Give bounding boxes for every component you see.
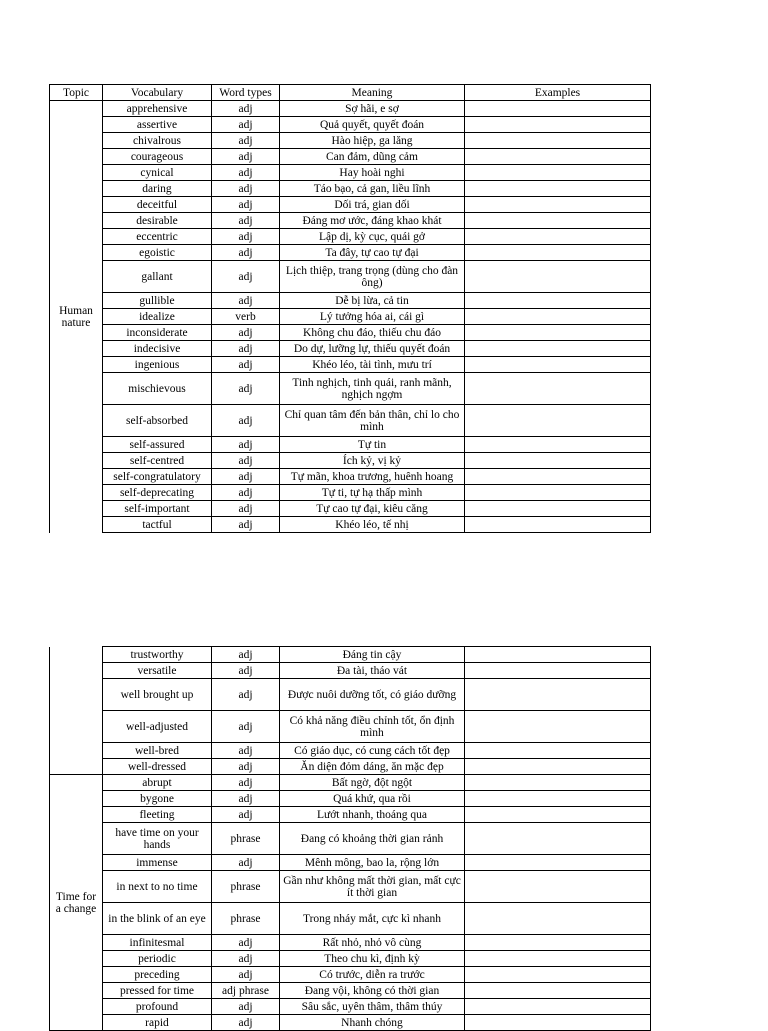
meaning-cell: Rất nhỏ, nhỏ vô cùng: [280, 935, 465, 951]
word-type-cell: adj: [212, 181, 280, 197]
meaning-cell: Gần như không mất thời gian, mất cực ít thời gian: [280, 871, 465, 903]
table-row: [50, 517, 651, 533]
meaning-cell: Sợ hãi, e sợ: [280, 101, 465, 117]
examples-cell: [465, 149, 651, 165]
vocabulary-cell: chivalrous: [103, 133, 212, 149]
table-row: [50, 405, 651, 437]
table-row: [50, 903, 651, 935]
word-type-cell: adj: [212, 967, 280, 983]
vocabulary-cell: periodic: [103, 951, 212, 967]
examples-cell: [465, 117, 651, 133]
word-type-cell: adj: [212, 501, 280, 517]
table-row: [50, 967, 651, 983]
word-type-cell: adj: [212, 325, 280, 341]
meaning-cell: Đáng tin cậy: [280, 647, 465, 663]
word-type-cell: adj: [212, 405, 280, 437]
examples-cell: [465, 663, 651, 679]
vocabulary-cell: self-congratulatory: [103, 469, 212, 485]
header-examples: Examples: [465, 85, 651, 101]
meaning-cell: Khéo léo, tế nhị: [280, 517, 465, 533]
table-row: [50, 357, 651, 373]
table-row: [50, 261, 651, 293]
table-row: [50, 871, 651, 903]
examples-cell: [465, 373, 651, 405]
meaning-cell: Có giáo dục, có cung cách tốt đẹp: [280, 743, 465, 759]
word-type-cell: adj: [212, 197, 280, 213]
vocabulary-cell: desirable: [103, 213, 212, 229]
vocabulary-cell: pressed for time: [103, 983, 212, 999]
word-type-cell: adj: [212, 149, 280, 165]
table-row: [50, 999, 651, 1015]
examples-cell: [465, 935, 651, 951]
word-type-cell: adj: [212, 855, 280, 871]
topic-cell-human-nature-continued: [50, 647, 103, 775]
vocabulary-cell: assertive: [103, 117, 212, 133]
vocabulary-cell: abrupt: [103, 775, 212, 791]
meaning-cell: Theo chu kì, định kỳ: [280, 951, 465, 967]
table-row: [50, 373, 651, 405]
vocabulary-cell: inconsiderate: [103, 325, 212, 341]
word-type-cell: adj: [212, 133, 280, 149]
meaning-cell: Ăn diện đỏm dáng, ăn mặc đẹp: [280, 759, 465, 775]
table-row: [50, 149, 651, 165]
meaning-cell: Hay hoài nghi: [280, 165, 465, 181]
meaning-cell: Không chu đáo, thiếu chu đáo: [280, 325, 465, 341]
meaning-cell: Dễ bị lừa, cả tin: [280, 293, 465, 309]
word-type-cell: adj: [212, 373, 280, 405]
vocabulary-cell: ingenious: [103, 357, 212, 373]
table-row: [50, 165, 651, 181]
table-row: [50, 197, 651, 213]
table-row: [50, 245, 651, 261]
examples-cell: [465, 485, 651, 501]
examples-cell: [465, 679, 651, 711]
examples-cell: [465, 197, 651, 213]
word-type-cell: phrase: [212, 903, 280, 935]
examples-cell: [465, 855, 651, 871]
examples-cell: [465, 871, 651, 903]
examples-cell: [465, 437, 651, 453]
meaning-cell: Mênh mông, bao la, rộng lớn: [280, 855, 465, 871]
table-row: [50, 823, 651, 855]
word-type-cell: adj: [212, 711, 280, 743]
word-type-cell: adj: [212, 935, 280, 951]
word-type-cell: adj: [212, 229, 280, 245]
vocabulary-cell: self-important: [103, 501, 212, 517]
meaning-cell: Lịch thiệp, trang trọng (dùng cho đàn ông): [280, 261, 465, 293]
table-row: [50, 309, 651, 325]
table-row: [50, 117, 651, 133]
vocabulary-cell: fleeting: [103, 807, 212, 823]
vocabulary-cell: well-dressed: [103, 759, 212, 775]
vocabulary-cell: self-absorbed: [103, 405, 212, 437]
header-word-types: Word types: [212, 85, 280, 101]
meaning-cell: Sâu sắc, uyên thâm, thâm thúy: [280, 999, 465, 1015]
header-vocabulary: Vocabulary: [103, 85, 212, 101]
meaning-cell: Tự mãn, khoa trương, huênh hoang: [280, 469, 465, 485]
meaning-cell: Can đảm, dũng cảm: [280, 149, 465, 165]
examples-cell: [465, 743, 651, 759]
header-topic: Topic: [50, 85, 103, 101]
meaning-cell: Do dự, lưỡng lự, thiếu quyết đoán: [280, 341, 465, 357]
vocabulary-table-continued: [49, 646, 651, 1031]
word-type-cell: adj: [212, 517, 280, 533]
examples-cell: [465, 775, 651, 791]
meaning-cell: Bất ngờ, đột ngột: [280, 775, 465, 791]
header-meaning: Meaning: [280, 85, 465, 101]
vocabulary-cell: trustworthy: [103, 647, 212, 663]
examples-cell: [465, 759, 651, 775]
examples-cell: [465, 293, 651, 309]
table-row: [50, 1015, 651, 1031]
meaning-cell: Lý tưởng hóa ai, cái gì: [280, 309, 465, 325]
meaning-cell: Dối trá, gian dối: [280, 197, 465, 213]
table-row: [50, 181, 651, 197]
vocabulary-cell: cynical: [103, 165, 212, 181]
vocabulary-cell: well-adjusted: [103, 711, 212, 743]
table-row: [50, 229, 651, 245]
vocabulary-cell: indecisive: [103, 341, 212, 357]
table-row: [50, 101, 651, 117]
vocabulary-cell: apprehensive: [103, 101, 212, 117]
meaning-cell: Ích kỷ, vị kỷ: [280, 453, 465, 469]
word-type-cell: adj: [212, 791, 280, 807]
examples-cell: [465, 1015, 651, 1031]
meaning-cell: Có trước, diễn ra trước: [280, 967, 465, 983]
word-type-cell: adj: [212, 213, 280, 229]
examples-cell: [465, 469, 651, 485]
word-type-cell: adj: [212, 775, 280, 791]
topic-cell-human-nature: Human nature: [50, 101, 103, 533]
table-row: [50, 935, 651, 951]
meaning-cell: Tự cao tự đại, kiêu căng: [280, 501, 465, 517]
examples-cell: [465, 261, 651, 293]
table-row: [50, 133, 651, 149]
examples-cell: [465, 711, 651, 743]
vocabulary-cell: deceitful: [103, 197, 212, 213]
vocabulary-cell: rapid: [103, 1015, 212, 1031]
vocabulary-cell: bygone: [103, 791, 212, 807]
vocabulary-cell: versatile: [103, 663, 212, 679]
examples-cell: [465, 501, 651, 517]
examples-cell: [465, 983, 651, 999]
meaning-cell: Hào hiệp, ga lăng: [280, 133, 465, 149]
examples-cell: [465, 453, 651, 469]
vocabulary-cell: self-centred: [103, 453, 212, 469]
word-type-cell: adj: [212, 951, 280, 967]
vocabulary-cell: daring: [103, 181, 212, 197]
vocabulary-cell: in next to no time: [103, 871, 212, 903]
examples-cell: [465, 341, 651, 357]
meaning-cell: Trong nháy mắt, cực kì nhanh: [280, 903, 465, 935]
table-row: [50, 341, 651, 357]
word-type-cell: adj phrase: [212, 983, 280, 999]
table-row: [50, 791, 651, 807]
examples-cell: [465, 133, 651, 149]
word-type-cell: adj: [212, 261, 280, 293]
word-type-cell: verb: [212, 309, 280, 325]
examples-cell: [465, 517, 651, 533]
meaning-cell: Đang có khoảng thời gian rảnh: [280, 823, 465, 855]
examples-cell: [465, 999, 651, 1015]
vocabulary-cell: well brought up: [103, 679, 212, 711]
examples-cell: [465, 245, 651, 261]
vocabulary-table-human-nature: [49, 84, 651, 533]
word-type-cell: adj: [212, 165, 280, 181]
table-row: [50, 983, 651, 999]
table-row: [50, 501, 651, 517]
table-row: [50, 213, 651, 229]
table-row: [50, 485, 651, 501]
meaning-cell: Đáng mơ ước, đáng khao khát: [280, 213, 465, 229]
examples-cell: [465, 823, 651, 855]
vocabulary-cell: self-assured: [103, 437, 212, 453]
table-row: [50, 679, 651, 711]
word-type-cell: adj: [212, 293, 280, 309]
word-type-cell: adj: [212, 453, 280, 469]
table-row: [50, 325, 651, 341]
vocabulary-cell: infinitesmal: [103, 935, 212, 951]
examples-cell: [465, 903, 651, 935]
word-type-cell: adj: [212, 647, 280, 663]
vocabulary-cell: profound: [103, 999, 212, 1015]
table-row: [50, 807, 651, 823]
table-row: [50, 647, 651, 663]
examples-cell: [465, 229, 651, 245]
table-row: [50, 711, 651, 743]
vocabulary-cell: immense: [103, 855, 212, 871]
meaning-cell: Quá khứ, qua rồi: [280, 791, 465, 807]
word-type-cell: phrase: [212, 871, 280, 903]
word-type-cell: adj: [212, 245, 280, 261]
examples-cell: [465, 181, 651, 197]
word-type-cell: adj: [212, 663, 280, 679]
meaning-cell: Đa tài, tháo vát: [280, 663, 465, 679]
word-type-cell: adj: [212, 437, 280, 453]
table-row: [50, 663, 651, 679]
examples-cell: [465, 357, 651, 373]
word-type-cell: adj: [212, 357, 280, 373]
word-type-cell: adj: [212, 759, 280, 775]
examples-cell: [465, 309, 651, 325]
vocabulary-cell: have time on your hands: [103, 823, 212, 855]
vocabulary-cell: courageous: [103, 149, 212, 165]
table-row: [50, 855, 651, 871]
vocabulary-cell: mischievous: [103, 373, 212, 405]
examples-cell: [465, 967, 651, 983]
table-row: [50, 951, 651, 967]
word-type-cell: adj: [212, 485, 280, 501]
vocabulary-cell: in the blink of an eye: [103, 903, 212, 935]
examples-cell: [465, 325, 651, 341]
vocabulary-cell: preceding: [103, 967, 212, 983]
meaning-cell: Lướt nhanh, thoáng qua: [280, 807, 465, 823]
meaning-cell: Được nuôi dưỡng tốt, có giáo dưỡng: [280, 679, 465, 711]
meaning-cell: Tự tin: [280, 437, 465, 453]
word-type-cell: adj: [212, 679, 280, 711]
examples-cell: [465, 647, 651, 663]
vocabulary-cell: self-deprecating: [103, 485, 212, 501]
meaning-cell: Có khả năng điều chỉnh tốt, ổn định mình: [280, 711, 465, 743]
word-type-cell: phrase: [212, 823, 280, 855]
word-type-cell: adj: [212, 101, 280, 117]
vocabulary-cell: well-bred: [103, 743, 212, 759]
meaning-cell: Nhanh chóng: [280, 1015, 465, 1031]
table-row: [50, 469, 651, 485]
table-row: [50, 293, 651, 309]
vocabulary-cell: gallant: [103, 261, 212, 293]
vocabulary-cell: gullible: [103, 293, 212, 309]
word-type-cell: adj: [212, 117, 280, 133]
meaning-cell: Khéo léo, tài tình, mưu trí: [280, 357, 465, 373]
word-type-cell: adj: [212, 1015, 280, 1031]
word-type-cell: adj: [212, 743, 280, 759]
table-row: [50, 743, 651, 759]
table-row: [50, 437, 651, 453]
table-header-row: [50, 85, 651, 101]
examples-cell: [465, 213, 651, 229]
table-row: [50, 453, 651, 469]
examples-cell: [465, 807, 651, 823]
examples-cell: [465, 791, 651, 807]
word-type-cell: adj: [212, 469, 280, 485]
examples-cell: [465, 951, 651, 967]
meaning-cell: Tinh nghịch, tinh quái, ranh mãnh, nghịch ngợm: [280, 373, 465, 405]
topic-cell-time-for-a-change: Time for a change: [50, 775, 103, 1031]
vocabulary-cell: eccentric: [103, 229, 212, 245]
meaning-cell: Ta đây, tự cao tự đại: [280, 245, 465, 261]
vocabulary-cell: egoistic: [103, 245, 212, 261]
examples-cell: [465, 165, 651, 181]
examples-cell: [465, 101, 651, 117]
examples-cell: [465, 405, 651, 437]
meaning-cell: Chỉ quan tâm đến bản thân, chỉ lo cho mình: [280, 405, 465, 437]
word-type-cell: adj: [212, 807, 280, 823]
meaning-cell: Đang vội, không có thời gian: [280, 983, 465, 999]
table-row: [50, 759, 651, 775]
meaning-cell: Tự ti, tự hạ thấp mình: [280, 485, 465, 501]
word-type-cell: adj: [212, 341, 280, 357]
vocabulary-cell: idealize: [103, 309, 212, 325]
meaning-cell: Táo bạo, cả gan, liều lĩnh: [280, 181, 465, 197]
word-type-cell: adj: [212, 999, 280, 1015]
meaning-cell: Quả quyết, quyết đoán: [280, 117, 465, 133]
vocabulary-cell: tactful: [103, 517, 212, 533]
meaning-cell: Lập dị, kỳ cục, quái gở: [280, 229, 465, 245]
table-row: [50, 775, 651, 791]
